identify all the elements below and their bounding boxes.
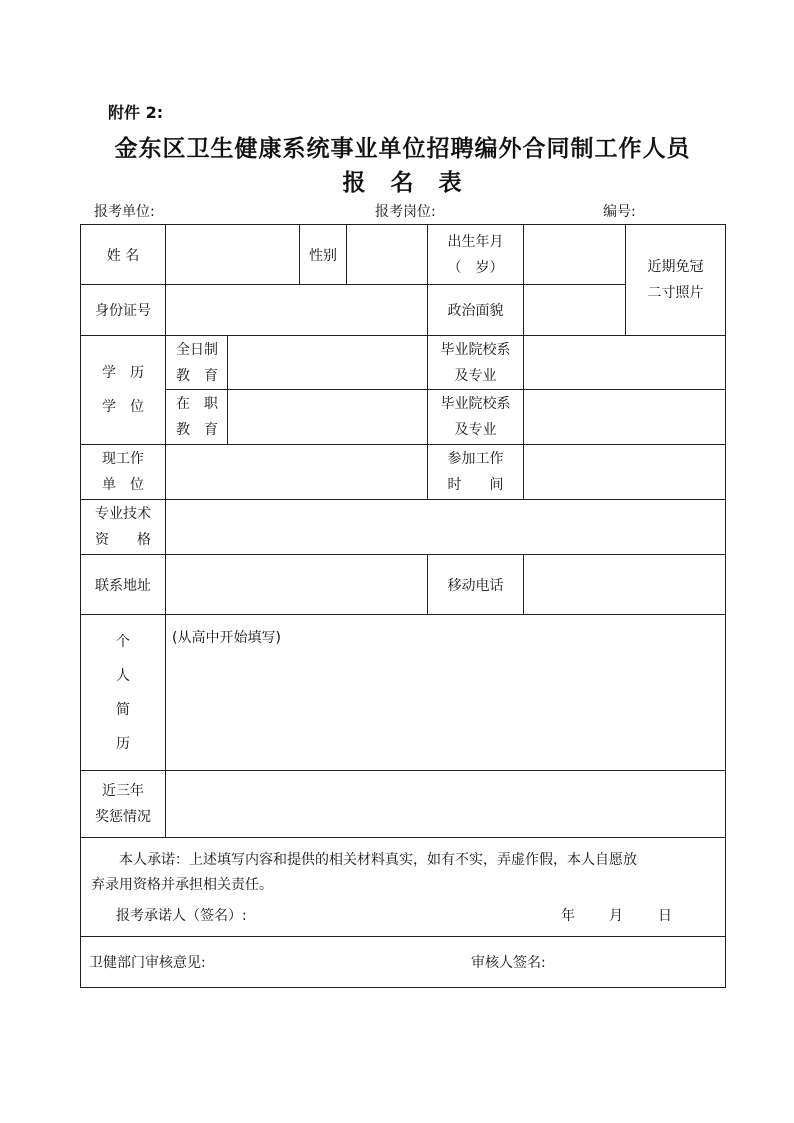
inservice-school-label: 毕业院校系 及专业 xyxy=(428,390,524,445)
fulltime-label: 全日制 教 育 xyxy=(166,336,228,390)
name-field[interactable] xyxy=(166,225,300,285)
review-section xyxy=(81,937,726,988)
pledge-text-1: 本人承诺：上述填写内容和提供的相关材料真实，如有不实，弄虚作假，本人自愿放 xyxy=(119,852,637,868)
date-year: 年 xyxy=(561,908,575,924)
photo-box[interactable] xyxy=(626,225,726,336)
photo-label-1: 近期免冠 xyxy=(647,259,704,275)
work-unit-label: 现工作 单 位 xyxy=(81,445,166,500)
review-label: 卫健部门审核意见: xyxy=(89,955,206,971)
gender-field[interactable] xyxy=(347,225,428,285)
number-label: 编号: xyxy=(603,204,636,220)
awards-label: 近三年 奖惩情况 xyxy=(81,771,166,838)
photo-label-2: 二寸照片 xyxy=(647,285,704,301)
pledge-text-2: 弃录用资格并承担相关责任。 xyxy=(91,877,273,893)
work-start-field[interactable] xyxy=(524,445,726,500)
birth-field[interactable] xyxy=(524,225,626,285)
registration-form-table xyxy=(80,224,726,988)
attachment-label: 附件 2: xyxy=(108,103,164,122)
date-month: 月 xyxy=(609,908,623,924)
reviewer-label: 审核人签名: xyxy=(471,955,546,971)
name-label: 姓 名 xyxy=(81,225,166,285)
inservice-field[interactable] xyxy=(228,390,428,445)
fulltime-school-field[interactable] xyxy=(524,336,726,390)
work-start-label: 参加工作 时 间 xyxy=(428,445,524,500)
unit-label: 报考单位: xyxy=(94,204,155,220)
address-field[interactable] xyxy=(166,555,428,615)
address-label: 联系地址 xyxy=(81,555,166,615)
fulltime-field[interactable] xyxy=(228,336,428,390)
id-label: 身份证号 xyxy=(81,285,166,336)
fulltime-school-label: 毕业院校系 及专业 xyxy=(428,336,524,390)
resume-field[interactable] xyxy=(166,615,726,771)
position-label: 报考岗位: xyxy=(375,204,436,220)
id-field[interactable] xyxy=(166,285,428,336)
mobile-label: 移动电话 xyxy=(428,555,524,615)
qualification-label: 专业技术 资 格 xyxy=(81,500,166,555)
date-day: 日 xyxy=(658,908,672,924)
qualification-field[interactable] xyxy=(166,500,726,555)
pledge-signer-label: 报考承诺人（签名）: xyxy=(116,908,247,924)
resume-hint: (从高中开始填写) xyxy=(172,630,281,646)
education-label: 学 历 学 位 xyxy=(81,336,166,445)
inservice-school-field[interactable] xyxy=(524,390,726,445)
awards-field[interactable] xyxy=(166,771,726,838)
form-title: 金东区卫生健康系统事业单位招聘编外合同制工作人员 xyxy=(114,136,691,162)
political-field[interactable] xyxy=(524,285,626,336)
gender-label: 性别 xyxy=(300,225,347,285)
pledge-section xyxy=(81,838,726,937)
mobile-field[interactable] xyxy=(524,555,726,615)
resume-label: 个 人 简 历 xyxy=(81,615,166,771)
work-unit-field[interactable] xyxy=(166,445,428,500)
political-label: 政治面貌 xyxy=(428,285,524,336)
inservice-label: 在 职 教 育 xyxy=(166,390,228,445)
birth-label: 出生年月 （ 岁） xyxy=(428,225,524,285)
form-subtitle: 报 名 表 xyxy=(342,170,463,196)
